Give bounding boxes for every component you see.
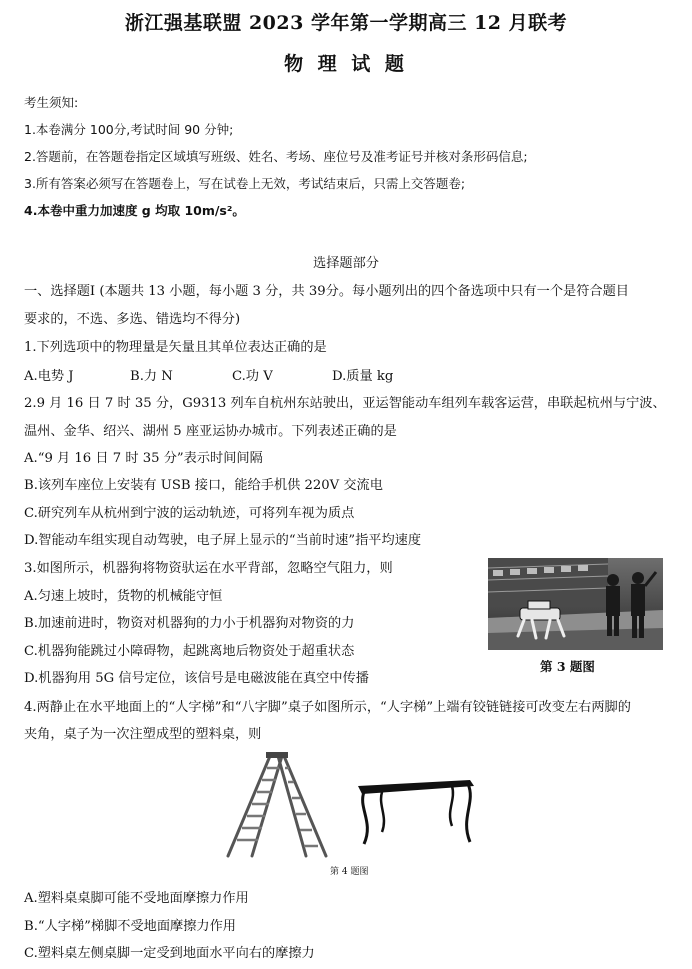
table-figure — [352, 772, 477, 852]
exam-title: 浙江强基联盟 2023 学年第一学期高三 12 月联考 — [124, 12, 568, 34]
q4-option-b: B.“人字梯”梯脚不受地面摩擦力作用 — [24, 919, 236, 934]
q1-option-a: A.电势 J — [24, 369, 74, 384]
q1-stem: 1.下列选项中的物理量是矢量且其单位表达正确的是 — [24, 340, 327, 355]
q4-option-a: A.塑料桌桌脚可能不受地面摩擦力作用 — [24, 891, 249, 906]
q3-stem: 3.如图所示，机器狗将物资驮运在水平背部，忽略空气阻力，则 — [24, 561, 393, 576]
q4-stem-cont: 夹角，桌子为一次注塑成型的塑料桌，则 — [24, 727, 262, 742]
q3-figure-caption: 第 3 题图 — [540, 659, 595, 674]
q2-option-c: C.研究列车从杭州到宁波的运动轨迹，可将列车视为质点 — [24, 506, 355, 521]
q3-option-c: C.机器狗能跳过小障碍物，起跳离地后物资处于超重状态 — [24, 644, 355, 659]
section-title: 选择题部分 — [313, 256, 379, 271]
q1-option-d: D.质量 kg — [332, 369, 394, 384]
part1-instruction-cont: 要求的，不选、多选、错选均不得分) — [24, 312, 241, 327]
q4-stem: 4.两静止在水平地面上的“人字梯”和“八字脚”桌子如图所示，“人字梯”上端有铰链链接可改变左右两脚的 — [24, 700, 631, 715]
q2-stem-cont: 温州、金华、绍兴、湖州 5 座亚运协办城市。下列表述正确的是 — [24, 424, 397, 439]
q3-option-d: D.机器狗用 5G 信号定位，该信号是电磁波能在真空中传播 — [24, 671, 369, 686]
ladder-figure — [222, 752, 332, 860]
q1-option-c: C.功 V — [232, 369, 273, 384]
q3-option-b: B.加速前进时，物资对机器狗的力小于机器狗对物资的力 — [24, 616, 355, 631]
q3-option-a: A.匀速上坡时，货物的机械能守恒 — [24, 589, 223, 604]
part1-instruction: 一、选择题Ⅰ (本题共 13 小题，每小题 3 分，共 39分。每小题列出的四个备选项中只有一个是符合题目 — [24, 284, 629, 299]
q2-stem: 2.9 月 16 日 7 时 35 分，G9313 列车自杭州东站驶出，亚运智能动车组列车载客运营，串联起杭州与宁波、 — [24, 396, 666, 411]
notice-item: 2.答题前，在答题卷指定区域填写班级、姓名、考场、座位号及准考证号并核对条形码信息; — [24, 149, 528, 164]
q1-option-b: B.力 N — [130, 369, 173, 384]
notice-item: 3.所有答案必须写在答题卷上，写在试卷上无效，考试结束后，只需上交答题卷; — [24, 176, 466, 191]
q2-option-d: D.智能动车组实现自动驾驶，电子屏上显示的“当前时速”指平均速度 — [24, 533, 422, 548]
q2-option-b: B.该列车座位上安装有 USB 接口，能给手机供 220V 交流电 — [24, 478, 383, 493]
q2-option-a: A.“9 月 16 日 7 时 35 分”表示时间间隔 — [24, 451, 263, 466]
robot-dog-photo — [488, 558, 663, 650]
notice-heading: 考生须知: — [24, 95, 79, 110]
notice-item: 4.本卷中重力加速度 g 均取 10m/s²。 — [24, 203, 245, 218]
q4-option-c: C.塑料桌左侧桌脚一定受到地面水平向右的摩擦力 — [24, 946, 315, 961]
notice-item: 1.本卷满分 100分,考试时间 90 分钟; — [24, 122, 234, 137]
exam-subtitle: 物 理 试 题 — [284, 53, 408, 75]
q4-figure-caption: 第 4 题图 — [330, 867, 369, 877]
